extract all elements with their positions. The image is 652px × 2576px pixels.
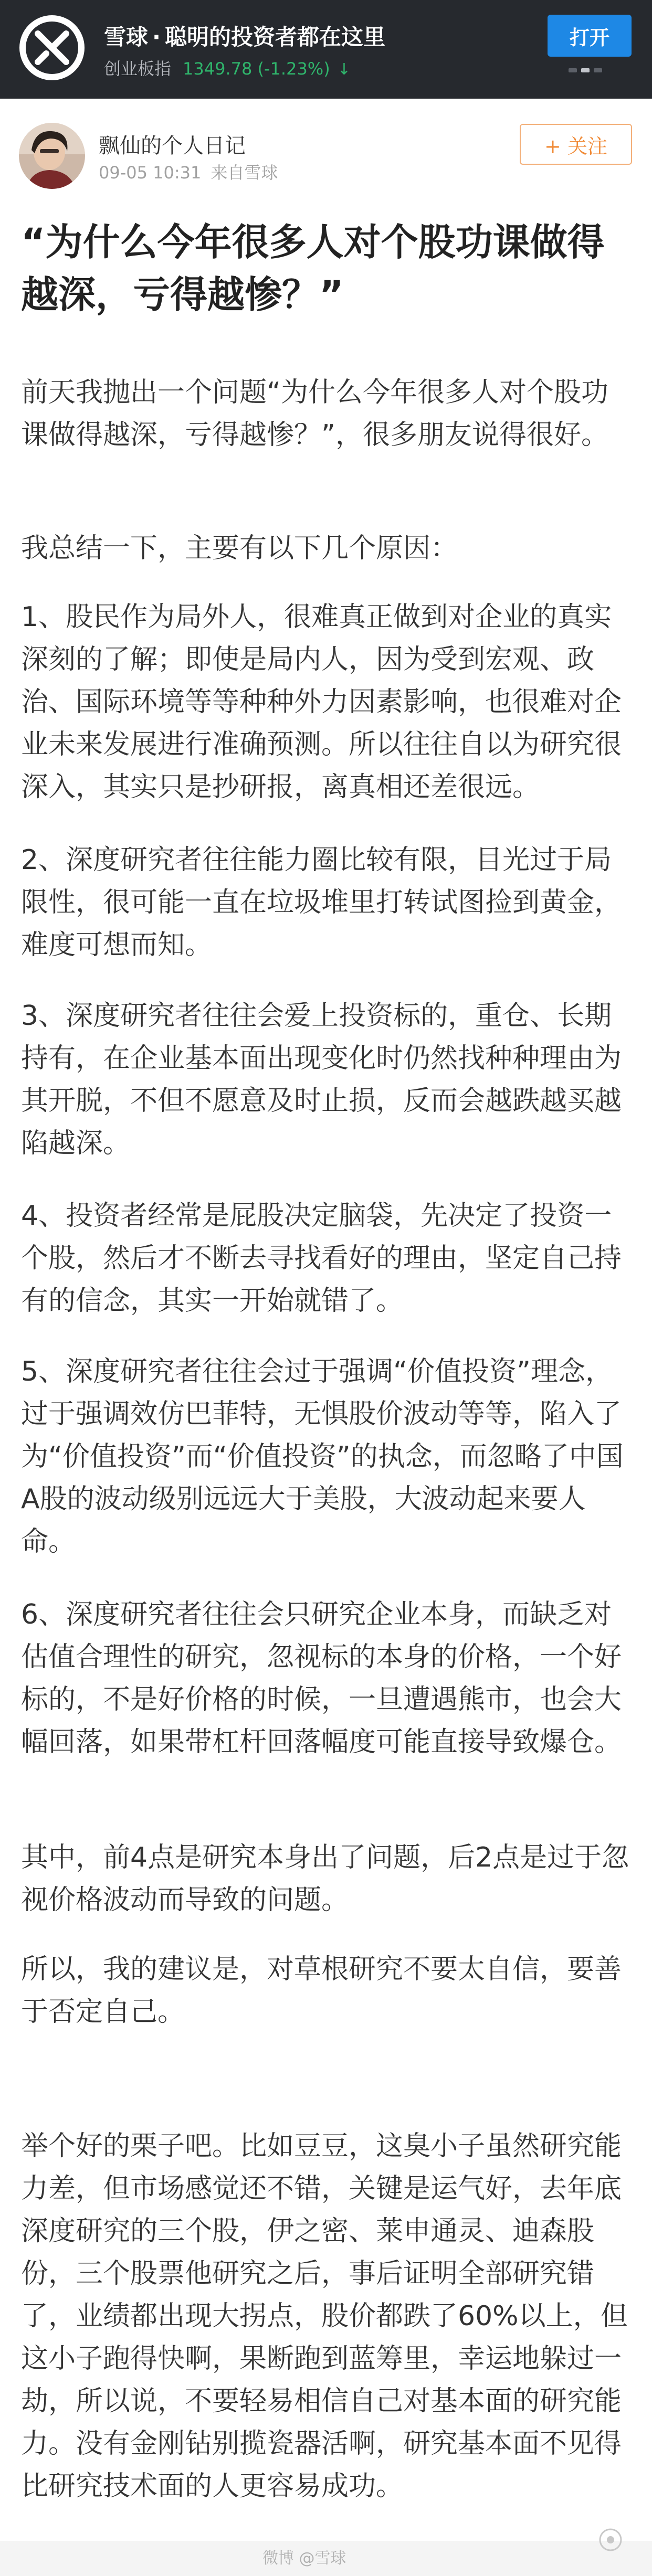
brand-separator: · (152, 24, 161, 50)
back-to-top-icon[interactable] (597, 2527, 624, 2553)
article-paragraph: 4、投资者经常是屁股决定脑袋，先决定了投资一个股，然后才不断去寻找看好的理由，坚定自己持有的信念，其实一开始就错了。 (21, 1200, 622, 1317)
brand-name: 雪球 (104, 24, 149, 50)
ticker-value: 1349.78 (-1.23%) (183, 59, 330, 79)
index-ticker (104, 56, 351, 80)
author-name[interactable]: 飘仙的个人日记 (99, 134, 246, 158)
banner-title (104, 20, 385, 51)
follow-button[interactable]: + 关注 (520, 124, 632, 165)
article-paragraph: 1、股民作为局外人，很难真正做到对企业的真实深刻的了解；即使是局内人，因为受到宏观、政治、国际环境等等种种外力因素影响，也很难对企业未来发展进行准确预测。所以往往自以为研究很深入，其实只是抄研报，离真相还差很远。 (21, 601, 622, 803)
article-paragraph: 2、深度研究者往往能力圈比较有限，目光过于局限性，很可能一直在垃圾堆里打转试图捡到黄金，难度可想而知。 (21, 844, 622, 961)
carousel-dot-active (581, 68, 590, 72)
article-paragraph: 5、深度研究者往往会过于强调“价值投资”理念，过于强调效仿巴菲特，无惧股价波动等等，陷入了为“价值投资”而“价值投资”的执念，而忽略了中国A股的波动级别远远大于美股，大波动起来要人命。 (21, 1356, 624, 1557)
ticker-name: 创业板指 (104, 59, 172, 79)
brand-slogan: 聪明的投资者都在这里 (164, 24, 385, 50)
article-paragraph: 6、深度研究者往往会只研究企业本身，而缺乏对估值合理性的研究，忽视标的本身的价格，一个好标的，不是好价格的时候，一旦遭遇熊市，也会大幅回落，如果带杠杆回落幅度可能直接导致爆仓。 (21, 1599, 622, 1758)
snowball-logo-icon (19, 15, 85, 81)
post-source: 来自雪球 (211, 163, 278, 183)
article-paragraph: 我总结一下，主要有以下几个原因： (21, 533, 458, 564)
carousel-dots (569, 68, 602, 72)
app-download-banner[interactable] (0, 0, 652, 99)
article-paragraph: 3、深度研究者往往会爱上投资标的，重仓、长期持有，在企业基本面出现变化时仍然找种种理由为其开脱，不但不愿意及时止损，反而会越跌越买越陷越深。 (21, 1000, 622, 1159)
post-time: 09-05 10:31 (99, 163, 202, 183)
article-paragraph: 举个好的栗子吧。比如豆豆，这臭小子虽然研究能力差，但市场感觉还不错，关键是运气好，去年底深度研究的三个股，伊之密、莱申通灵、迪森股份，三个股票他研究之后，事后证明全部研究错了，业绩都出现大拐点，股价都跌了60%以上，但这小子跑得快啊，果断跑到蓝筹里，幸运地躲过一劫，所以说，不要轻易相信自己对基本面的研究能力。没有金刚钻别揽瓷器活啊，研究基本面不见得比研究技术面的人更容易成功。 (21, 2130, 628, 2502)
carousel-dot (569, 68, 577, 72)
article-paragraph: 所以，我的建议是，对草根研究不要太自信，要善于否定自己。 (21, 1954, 622, 2028)
avatar[interactable] (19, 123, 85, 189)
weibo-watermark: 微博 @雪球 (262, 2549, 346, 2568)
post-meta (99, 160, 278, 184)
article-title: “为什么今年很多人对个股功课做得越深，亏得越惨？” (21, 220, 605, 316)
carousel-dot (594, 68, 602, 72)
article-paragraph: 其中，前4点是研究本身出了问题，后2点是过于忽视价格波动而导致的问题。 (21, 1842, 629, 1916)
footer-bar (0, 2541, 652, 2576)
article-paragraph: 前天我抛出一个问题“为什么今年很多人对个股功课做得越深，亏得越惨？”，很多朋友说得很好。 (21, 377, 608, 451)
open-app-button[interactable]: 打开 (548, 15, 632, 57)
down-arrow-icon: ↓ (337, 60, 351, 79)
